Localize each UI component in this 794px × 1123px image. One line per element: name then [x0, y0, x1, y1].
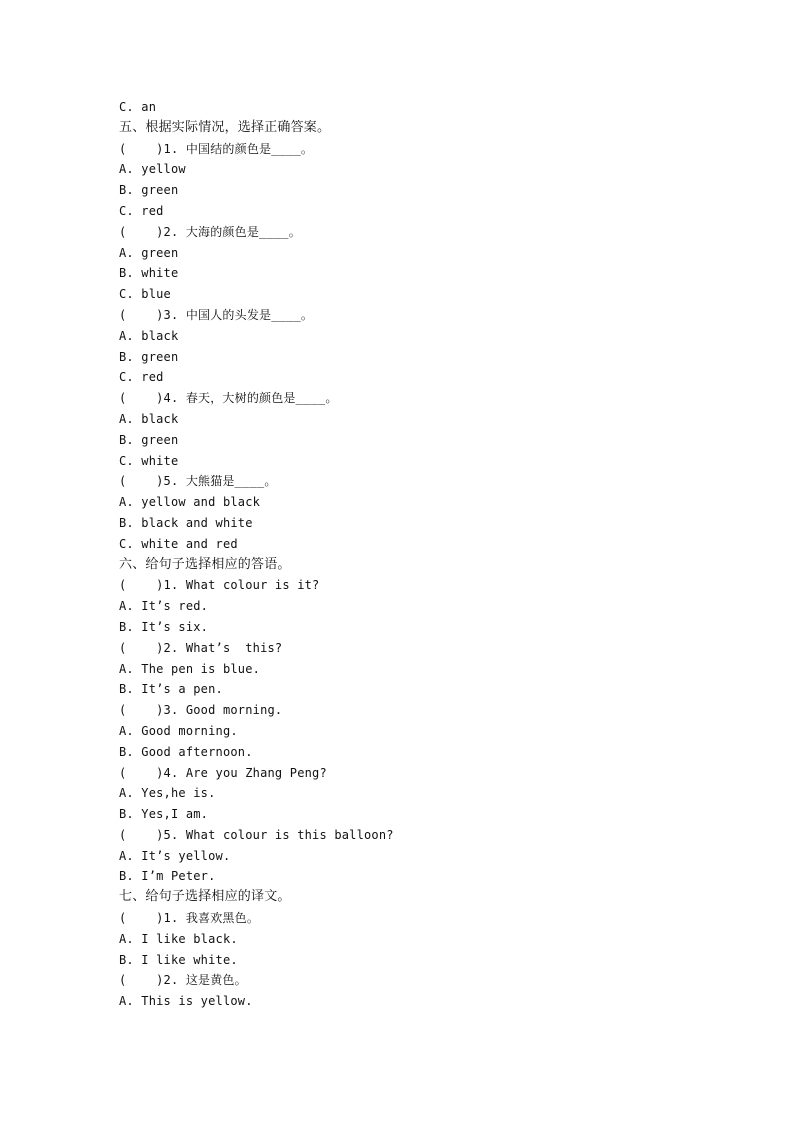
answer-option: B. It’s a pen.: [119, 682, 223, 697]
answer-option: A. yellow: [119, 162, 186, 177]
answer-option: B. It’s six.: [119, 619, 209, 634]
answer-option: A. Good morning.: [119, 723, 238, 738]
question-line: ( )4. Are you Zhang Peng?: [119, 765, 327, 780]
answer-option: A. green: [119, 245, 179, 260]
answer-option: A. Yes,he is.: [119, 786, 216, 801]
answer-option: C. an: [119, 100, 157, 114]
answer-option: B. Yes,I am.: [119, 807, 209, 822]
answer-option: B. green: [119, 183, 179, 198]
answer-option: A. black: [119, 328, 179, 343]
answer-option: A. black: [119, 411, 179, 426]
answer-option: B. black and white: [119, 515, 253, 530]
answer-option: A. I like black.: [119, 931, 238, 946]
answer-option: A. It’s red.: [119, 599, 209, 614]
question-line: ( )4. 春天，大树的颜色是____。: [119, 391, 338, 406]
worksheet-body: [119, 97, 794, 1012]
answer-option: B. green: [119, 432, 179, 447]
answer-option: C. white and red: [119, 536, 238, 551]
answer-option: B. Good afternoon.: [119, 744, 253, 759]
answer-option: A. It’s yellow.: [119, 848, 231, 863]
answer-option: A. yellow and black: [119, 495, 261, 510]
question-line: ( )3. Good morning.: [119, 703, 283, 718]
answer-option: A. This is yellow.: [119, 994, 253, 1009]
question-line: ( )3. 中国人的头发是____。: [119, 307, 314, 322]
question-line: ( )2. 这是黄色。: [119, 973, 247, 988]
answer-option: B. I’m Peter.: [119, 869, 216, 884]
answer-option: C. red: [119, 370, 164, 385]
answer-option: B. green: [119, 349, 179, 364]
answer-option: C. white: [119, 453, 179, 468]
answer-option: C. red: [119, 203, 164, 218]
section-heading: 七、给句子选择相应的译文。: [119, 889, 291, 905]
question-line: ( )5. 大熊猫是____。: [119, 474, 277, 489]
question-line: ( )5. What colour is this balloon?: [119, 827, 394, 842]
answer-option: B. white: [119, 266, 179, 281]
question-line: ( )2. What’s this?: [119, 640, 283, 655]
question-line: ( )1. 我喜欢黑色。: [119, 911, 260, 926]
answer-option: B. I like white.: [119, 952, 238, 967]
question-line: ( )1. What colour is it?: [119, 578, 320, 593]
question-line: ( )1. 中国结的颜色是____。: [119, 141, 314, 156]
answer-option: C. blue: [119, 287, 171, 302]
section-heading: 六、给句子选择相应的答语。: [119, 556, 291, 572]
question-line: ( )2. 大海的颜色是____。: [119, 224, 301, 239]
answer-option: A. The pen is blue.: [119, 661, 261, 676]
section-heading: 五、根据实际情况，选择正确答案。: [119, 119, 331, 135]
